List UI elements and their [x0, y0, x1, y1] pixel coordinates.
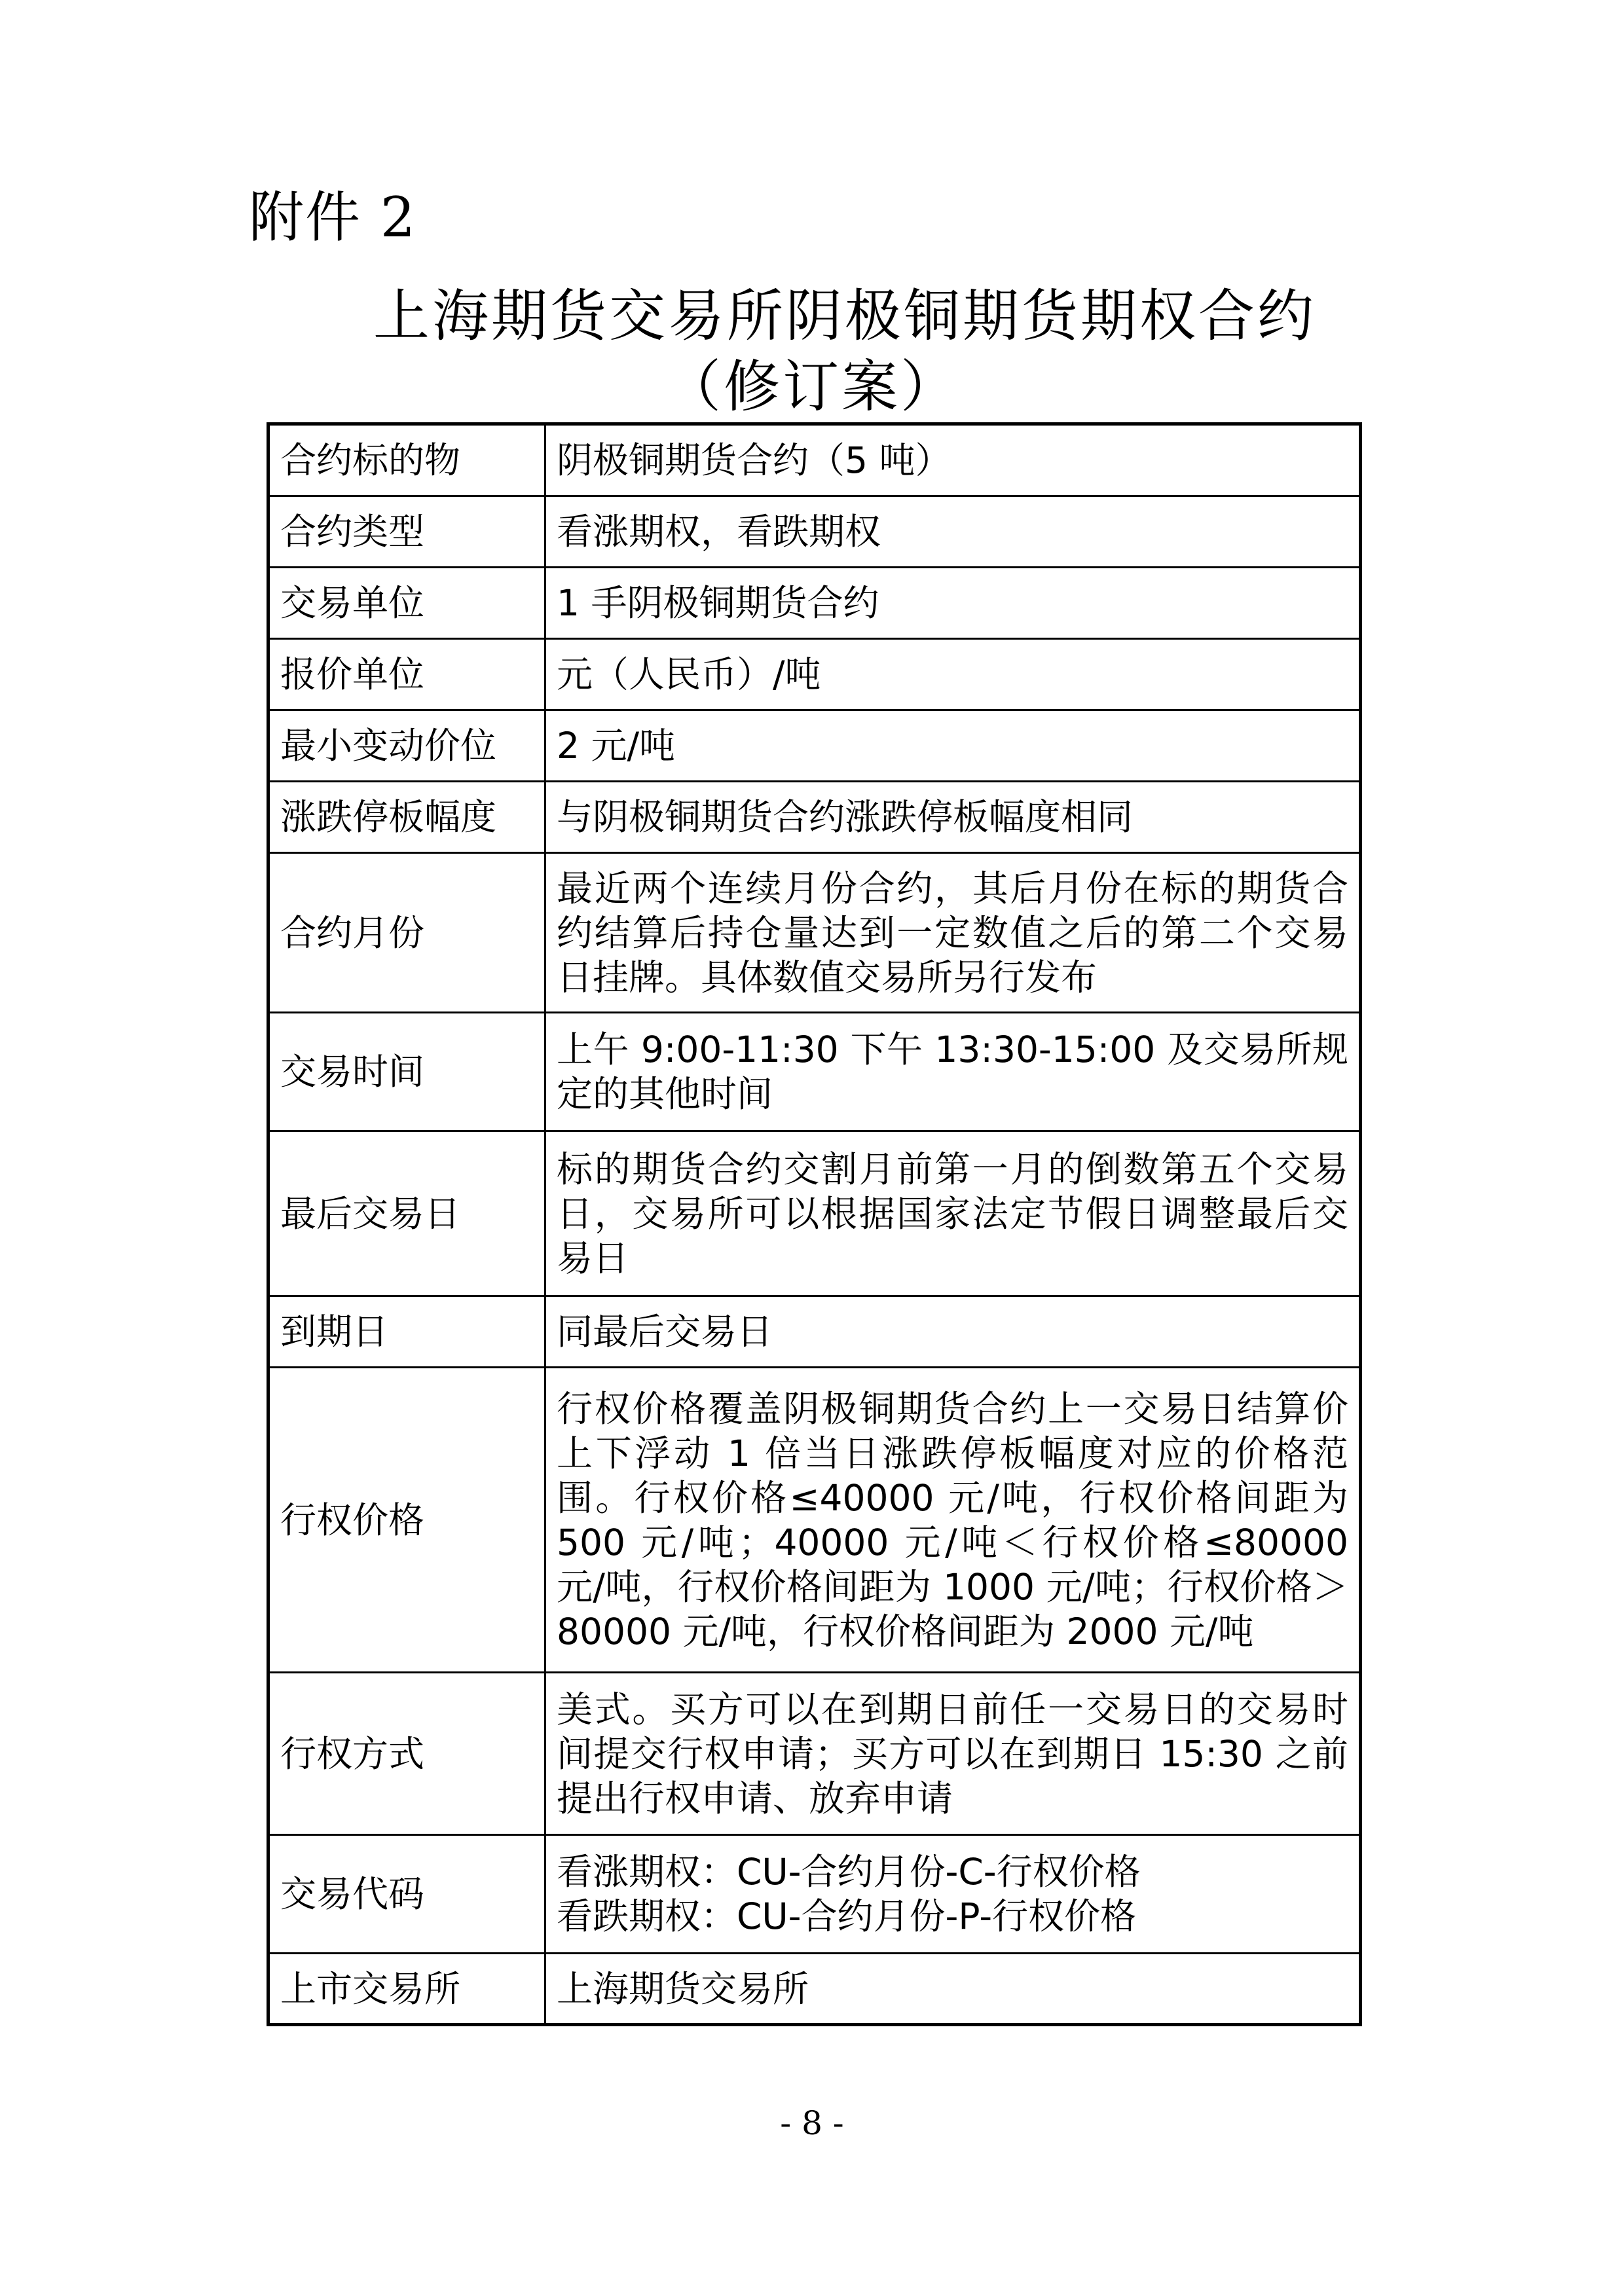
table-row	[268, 639, 1361, 710]
row-label: 合约月份	[268, 853, 545, 1013]
table-row	[268, 1013, 1361, 1131]
row-label: 合约标的物	[268, 424, 545, 496]
table-row	[268, 782, 1361, 853]
table-row	[268, 1131, 1361, 1296]
page-number: - 8 -	[780, 2104, 844, 2142]
table-row	[268, 1673, 1361, 1835]
row-value	[545, 1835, 1361, 1954]
row-label: 行权方式	[268, 1673, 545, 1835]
table-row	[268, 496, 1361, 568]
row-value: 最近两个连续月份合约，其后月份在标的期货合约结算后持仓量达到一定数值之后的第二个交易日挂牌。具体数值交易所另行发布	[545, 853, 1361, 1013]
trade-code-put: 看跌期权：CU-合约月份-P-行权价格	[557, 1895, 1137, 1937]
table-row	[268, 853, 1361, 1013]
row-value: 标的期货合约交割月前第一月的倒数第五个交易日，交易所可以根据国家法定节假日调整最后交易日	[545, 1131, 1361, 1296]
row-label: 最小变动价位	[268, 710, 545, 782]
table-row	[268, 1954, 1361, 2025]
table-row	[268, 710, 1361, 782]
row-label: 行权价格	[268, 1368, 545, 1673]
row-label: 涨跌停板幅度	[268, 782, 545, 853]
table-row	[268, 424, 1361, 496]
row-label: 交易代码	[268, 1835, 545, 1954]
row-value: 美式。买方可以在到期日前任一交易日的交易时间提交行权申请；买方可以在到期日 15:30 之前提出行权申请、放弃申请	[545, 1673, 1361, 1835]
row-label: 报价单位	[268, 639, 545, 710]
attachment-label: 附件 2	[249, 185, 417, 249]
row-value: 行权价格覆盖阴极铜期货合约上一交易日结算价上下浮动 1 倍当日涨跌停板幅度对应的价格范围。行权价格≤40000 元/吨，行权价格间距为 500 元/吨；40000 元/吨＜行权价格≤80000 元/吨，行权价格间距为 1000 元/吨；行权价格＞80000 元/吨，行权价格间距为 2000 元/吨	[545, 1368, 1361, 1673]
document-title: 上海期货交易所阴极铜期货期权合约	[373, 283, 1316, 349]
trade-code-call: 看涨期权：CU-合约月份-C-行权价格	[557, 1851, 1141, 1893]
row-value: 同最后交易日	[545, 1296, 1361, 1368]
contract-spec-table	[267, 422, 1362, 2026]
row-value: 上海期货交易所	[545, 1954, 1361, 2025]
row-label: 最后交易日	[268, 1131, 545, 1296]
row-value: 上午 9:00-11:30 下午 13:30-15:00 及交易所规定的其他时间	[545, 1013, 1361, 1131]
row-value: 看涨期权，看跌期权	[545, 496, 1361, 568]
row-value: 2 元/吨	[545, 710, 1361, 782]
row-label: 交易时间	[268, 1013, 545, 1131]
document-subtitle: （修订案）	[665, 354, 959, 420]
row-value: 阴极铜期货合约（5 吨）	[545, 424, 1361, 496]
row-label: 上市交易所	[268, 1954, 545, 2025]
table-row	[268, 1368, 1361, 1673]
table-row	[268, 568, 1361, 639]
row-label: 合约类型	[268, 496, 545, 568]
row-label: 交易单位	[268, 568, 545, 639]
row-value: 元（人民币）/吨	[545, 639, 1361, 710]
row-value: 与阴极铜期货合约涨跌停板幅度相同	[545, 782, 1361, 853]
table-row	[268, 1835, 1361, 1954]
table-row	[268, 1296, 1361, 1368]
row-value: 1 手阴极铜期货合约	[545, 568, 1361, 639]
row-label: 到期日	[268, 1296, 545, 1368]
